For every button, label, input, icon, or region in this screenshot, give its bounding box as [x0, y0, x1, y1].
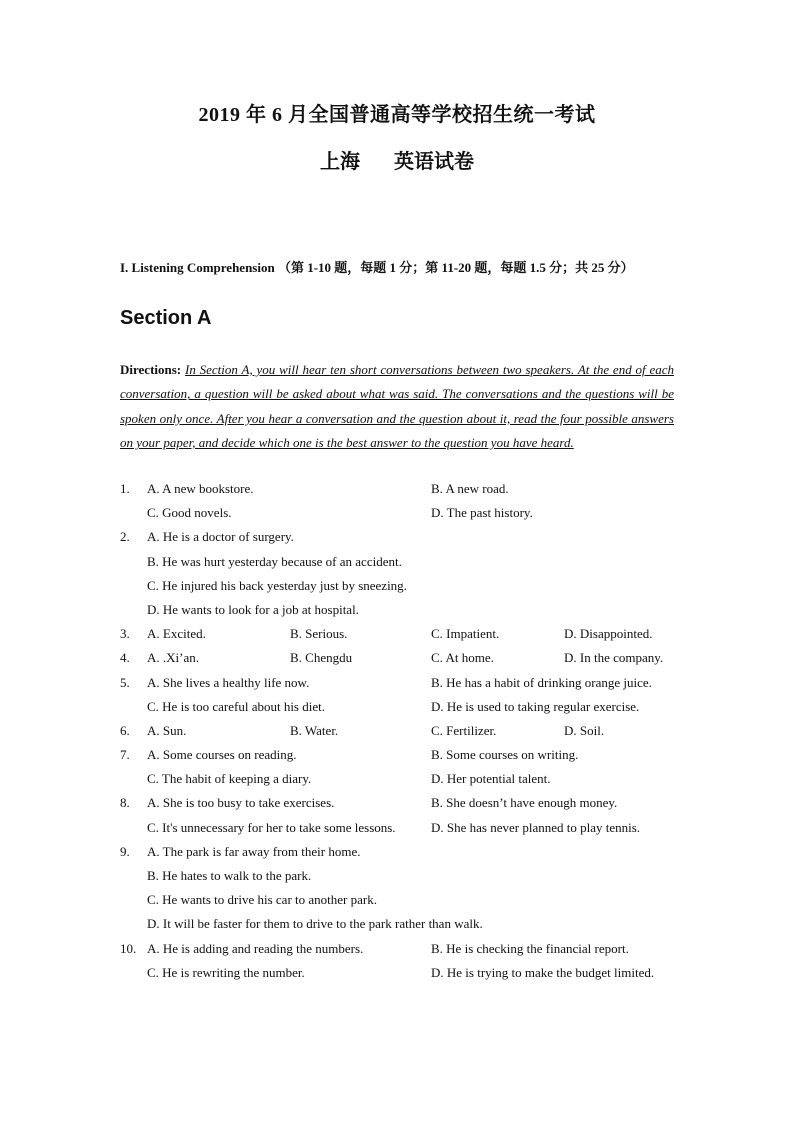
- answer-option: C. Good novels.: [147, 505, 232, 521]
- answer-option: A. She lives a healthy life now.: [147, 674, 310, 690]
- answer-option: C. He injured his back yesterday just by sneezing.: [147, 577, 407, 593]
- answer-option: A. Some courses on reading.: [147, 747, 297, 763]
- answer-option: D. He wants to look for a job at hospital.: [147, 601, 359, 617]
- answer-option: D. Disappointed.: [564, 626, 653, 642]
- answer-option: B. Water.: [290, 722, 339, 738]
- part-heading: [120, 257, 634, 276]
- question-row: [120, 916, 680, 940]
- answer-option: C. At home.: [431, 650, 494, 666]
- answer-option: B. Chengdu: [290, 650, 353, 666]
- question-number: 1.: [120, 481, 130, 496]
- question-number: 9.: [120, 843, 130, 859]
- answer-option: A. He is adding and reading the numbers.: [147, 940, 364, 956]
- question-number: 8.: [120, 795, 130, 811]
- answer-option: B. He hates to walk to the park.: [147, 868, 312, 883]
- answer-option: D. It will be faster for them to drive to the park rather than walk.: [147, 916, 483, 932]
- question-number: 6.: [120, 722, 130, 738]
- question-row: [120, 820, 680, 844]
- answer-option: B. He has a habit of drinking orange juice.: [431, 674, 652, 690]
- answer-option: C. Fertilizer.: [431, 722, 497, 738]
- answer-option: A. A new bookstore.: [147, 481, 254, 496]
- answer-option: C. Impatient.: [431, 626, 500, 642]
- question-list: [120, 481, 680, 989]
- question-row: [120, 868, 680, 892]
- question-number: 2.: [120, 529, 130, 545]
- question-row: [120, 965, 680, 989]
- answer-option: B. Some courses on writing.: [431, 747, 579, 763]
- question-row: [120, 505, 680, 529]
- answer-option: A. .Xi’an.: [147, 650, 199, 666]
- part-scoring: （第 1-10 题，每题 1 分；第 11-20 题，每题 1.5 分；共 25 分）: [277, 260, 634, 275]
- section-title: Section A: [120, 307, 212, 329]
- directions-label: Directions:: [120, 362, 182, 377]
- question-row: [120, 699, 680, 723]
- question-row: [120, 723, 680, 747]
- part-label: I. Listening Comprehension: [120, 260, 275, 275]
- answer-option: A. The park is far away from their home.: [147, 843, 361, 859]
- answer-option: C. He is too careful about his diet.: [147, 698, 325, 714]
- question-row: [120, 747, 680, 771]
- question-number: 3.: [120, 626, 130, 642]
- question-row: [120, 578, 680, 602]
- answer-option: C. He is rewriting the number.: [147, 964, 305, 980]
- directions: [120, 358, 674, 456]
- answer-option: B. A new road.: [431, 481, 509, 496]
- answer-option: C. The habit of keeping a diary.: [147, 771, 312, 787]
- question-row: [120, 481, 680, 505]
- question-row: [120, 650, 680, 674]
- question-row: [120, 529, 680, 553]
- answer-option: D. In the company.: [564, 650, 664, 666]
- question-number: 4.: [120, 650, 130, 666]
- answer-option: A. Sun.: [147, 722, 187, 738]
- question-row: [120, 675, 680, 699]
- answer-option: B. Serious.: [290, 626, 348, 642]
- question-row: [120, 795, 680, 819]
- answer-option: B. He is checking the financial report.: [431, 940, 629, 956]
- question-row: [120, 844, 680, 868]
- answer-option: A. He is a doctor of surgery.: [147, 529, 294, 545]
- question-row: [120, 941, 680, 965]
- question-row: [120, 602, 680, 626]
- exam-subject: 英语试卷: [394, 151, 474, 173]
- question-number: 5.: [120, 674, 130, 690]
- answer-option: D. She has never planned to play tennis.: [431, 819, 641, 835]
- directions-text: In Section A, you will hear ten short conversations between two speakers. At the end of each conversation, a question will be asked about what was said. The conversations and the questions will be spoken only once. After you hear a conversation and the question about it, read the four possible answers on your paper, and decide which one is the best answer to the question you have heard.: [120, 362, 675, 451]
- answer-option: D. Her potential talent.: [431, 771, 551, 787]
- answer-option: C. He wants to drive his car to another park.: [147, 892, 377, 908]
- question-number: 7.: [120, 747, 130, 763]
- answer-option: D. Soil.: [564, 722, 605, 738]
- answer-option: D. He is trying to make the budget limited.: [431, 964, 655, 980]
- question-row: [120, 554, 680, 578]
- answer-option: D. He is used to taking regular exercise.: [431, 698, 640, 714]
- answer-option: A. She is too busy to take exercises.: [147, 795, 335, 811]
- answer-option: C. It's unnecessary for her to take some lessons.: [147, 819, 396, 835]
- answer-option: B. He was hurt yesterday because of an accident.: [147, 553, 402, 569]
- question-row: [120, 626, 680, 650]
- exam-title: 2019 年 6 月全国普通高等学校招生统一考试: [198, 104, 596, 126]
- answer-option: B. She doesn’t have enough money.: [431, 795, 618, 811]
- exam-subtitle: [0, 145, 794, 174]
- question-row: [120, 771, 680, 795]
- question-row: [120, 892, 680, 916]
- answer-option: D. The past history.: [431, 505, 533, 521]
- question-number: 10.: [120, 940, 137, 956]
- answer-option: A. Excited.: [147, 626, 206, 642]
- exam-city: 上海: [320, 151, 360, 173]
